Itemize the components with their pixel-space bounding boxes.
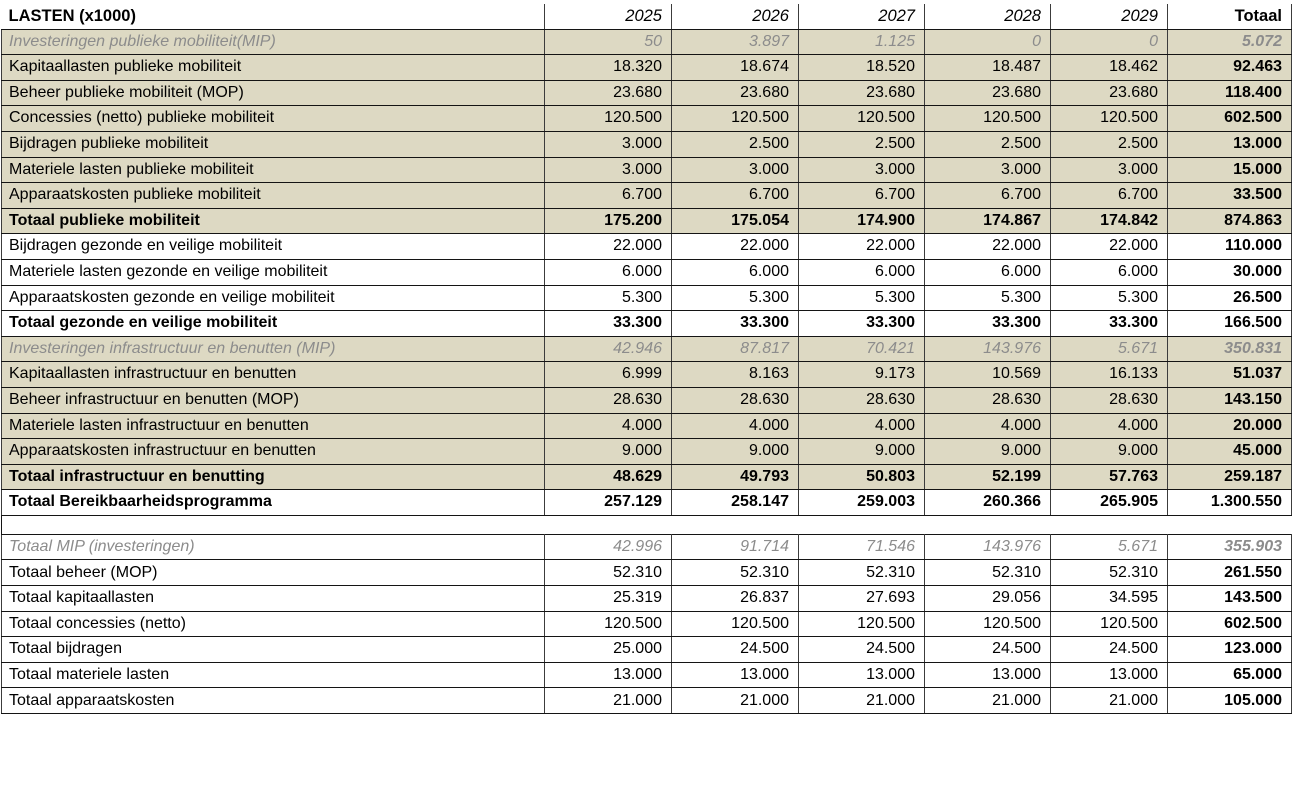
year-value-cell: 6.000: [1051, 259, 1168, 285]
lasten-table-row: [2, 413, 1292, 439]
row-total-cell: 13.000: [1168, 131, 1292, 157]
year-value-cell: 25.000: [545, 637, 672, 663]
year-value-cell: 70.421: [799, 336, 925, 362]
year-value-cell: 120.500: [925, 106, 1051, 132]
totals-table-row: [2, 560, 1292, 586]
year-value-cell: 10.569: [925, 362, 1051, 388]
year-value-cell: 23.680: [1051, 80, 1168, 106]
year-value-cell: 50.803: [799, 464, 925, 490]
year-value-cell: 143.976: [925, 534, 1051, 560]
row-total-cell: 110.000: [1168, 234, 1292, 260]
lasten-table-row: [2, 183, 1292, 209]
year-value-cell: 52.199: [925, 464, 1051, 490]
year-value-cell: 6.700: [672, 183, 799, 209]
year-value-cell: 6.000: [925, 259, 1051, 285]
year-value-cell: 13.000: [672, 662, 799, 688]
year-value-cell: 5.300: [925, 285, 1051, 311]
year-value-cell: 6.000: [672, 259, 799, 285]
year-value-cell: 22.000: [1051, 234, 1168, 260]
totals-table-row: [2, 586, 1292, 612]
year-value-cell: 6.000: [545, 259, 672, 285]
year-value-cell: 33.300: [799, 311, 925, 337]
year-value-cell: 22.000: [672, 234, 799, 260]
year-value-cell: 28.630: [1051, 387, 1168, 413]
row-total-cell: 1.300.550: [1168, 490, 1292, 516]
lasten-table-row: [2, 208, 1292, 234]
year-value-cell: 0: [925, 29, 1051, 55]
year-value-cell: 265.905: [1051, 490, 1168, 516]
row-total-cell: 65.000: [1168, 662, 1292, 688]
year-value-cell: 21.000: [925, 688, 1051, 714]
year-value-cell: 22.000: [545, 234, 672, 260]
year-value-cell: 21.000: [799, 688, 925, 714]
year-value-cell: 120.500: [925, 611, 1051, 637]
row-label: Materiele lasten gezonde en veilige mobiliteit: [2, 259, 545, 285]
year-value-cell: 4.000: [1051, 413, 1168, 439]
year-value-cell: 6.999: [545, 362, 672, 388]
year-value-cell: 4.000: [672, 413, 799, 439]
header-row: [2, 4, 1292, 29]
year-value-cell: 120.500: [545, 611, 672, 637]
row-total-cell: 355.903: [1168, 534, 1292, 560]
row-total-cell: 143.150: [1168, 387, 1292, 413]
row-label: Totaal MIP (investeringen): [2, 534, 545, 560]
year-value-cell: 9.000: [925, 439, 1051, 465]
lasten-table-row: [2, 439, 1292, 465]
year-value-cell: 5.300: [1051, 285, 1168, 311]
totals-table-row: [2, 534, 1292, 560]
year-value-cell: 25.319: [545, 586, 672, 612]
year-value-cell: 28.630: [799, 387, 925, 413]
year-value-cell: 18.674: [672, 55, 799, 81]
lasten-table-row: [2, 55, 1292, 81]
year-value-cell: 24.500: [925, 637, 1051, 663]
row-total-cell: 30.000: [1168, 259, 1292, 285]
year-value-cell: 120.500: [672, 611, 799, 637]
year-value-cell: 6.000: [799, 259, 925, 285]
year-value-cell: 175.200: [545, 208, 672, 234]
row-total-cell: 118.400: [1168, 80, 1292, 106]
year-value-cell: 18.520: [799, 55, 925, 81]
row-label: Totaal kapitaallasten: [2, 586, 545, 612]
year-value-cell: 120.500: [1051, 106, 1168, 132]
row-total-cell: 51.037: [1168, 362, 1292, 388]
year-value-cell: 33.300: [925, 311, 1051, 337]
year-value-cell: 3.000: [925, 157, 1051, 183]
row-total-cell: 123.000: [1168, 637, 1292, 663]
year-value-cell: 23.680: [545, 80, 672, 106]
year-value-cell: 18.487: [925, 55, 1051, 81]
year-value-cell: 21.000: [672, 688, 799, 714]
year-value-cell: 5.300: [672, 285, 799, 311]
year-value-cell: 9.000: [545, 439, 672, 465]
year-value-cell: 49.793: [672, 464, 799, 490]
year-value-cell: 3.000: [672, 157, 799, 183]
year-value-cell: 2.500: [672, 131, 799, 157]
column-header-year: 2025: [545, 4, 672, 29]
year-value-cell: 52.310: [925, 560, 1051, 586]
year-value-cell: 24.500: [799, 637, 925, 663]
row-label: Beheer publieke mobiliteit (MOP): [2, 80, 545, 106]
year-value-cell: 9.000: [799, 439, 925, 465]
year-value-cell: 42.946: [545, 336, 672, 362]
year-value-cell: 13.000: [799, 662, 925, 688]
year-value-cell: 257.129: [545, 490, 672, 516]
column-header-year: 2028: [925, 4, 1051, 29]
year-value-cell: 4.000: [925, 413, 1051, 439]
lasten-table-row: [2, 131, 1292, 157]
row-total-cell: 143.500: [1168, 586, 1292, 612]
row-label: Bijdragen publieke mobiliteit: [2, 131, 545, 157]
year-value-cell: 18.462: [1051, 55, 1168, 81]
year-value-cell: 5.671: [1051, 534, 1168, 560]
sheet-title: LASTEN (x1000): [2, 4, 545, 29]
year-value-cell: 143.976: [925, 336, 1051, 362]
year-value-cell: 28.630: [672, 387, 799, 413]
year-value-cell: 6.700: [799, 183, 925, 209]
row-total-cell: 26.500: [1168, 285, 1292, 311]
year-value-cell: 48.629: [545, 464, 672, 490]
row-label: Totaal infrastructuur en benutting: [2, 464, 545, 490]
lasten-table-row: [2, 464, 1292, 490]
year-value-cell: 175.054: [672, 208, 799, 234]
year-value-cell: 259.003: [799, 490, 925, 516]
year-value-cell: 21.000: [545, 688, 672, 714]
year-value-cell: 27.693: [799, 586, 925, 612]
year-value-cell: 258.147: [672, 490, 799, 516]
totals-table-row: [2, 688, 1292, 714]
year-value-cell: 1.125: [799, 29, 925, 55]
row-label: Apparaatskosten gezonde en veilige mobiliteit: [2, 285, 545, 311]
year-value-cell: 13.000: [545, 662, 672, 688]
year-value-cell: 174.900: [799, 208, 925, 234]
year-value-cell: 120.500: [672, 106, 799, 132]
year-value-cell: 22.000: [799, 234, 925, 260]
row-label: Kapitaallasten publieke mobiliteit: [2, 55, 545, 81]
row-label: Investeringen publieke mobiliteit(MIP): [2, 29, 545, 55]
year-value-cell: 2.500: [799, 131, 925, 157]
row-label: Totaal materiele lasten: [2, 662, 545, 688]
year-value-cell: 120.500: [799, 106, 925, 132]
lasten-main-table: [1, 4, 1292, 516]
totals-table-row: [2, 662, 1292, 688]
lasten-table-row: [2, 29, 1292, 55]
year-value-cell: 87.817: [672, 336, 799, 362]
row-total-cell: 105.000: [1168, 688, 1292, 714]
year-value-cell: 174.867: [925, 208, 1051, 234]
year-value-cell: 91.714: [672, 534, 799, 560]
row-label: Bijdragen gezonde en veilige mobiliteit: [2, 234, 545, 260]
row-total-cell: 5.072: [1168, 29, 1292, 55]
year-value-cell: 21.000: [1051, 688, 1168, 714]
spacer-row: [1, 516, 1292, 534]
row-label: Concessies (netto) publieke mobiliteit: [2, 106, 545, 132]
row-label: Totaal concessies (netto): [2, 611, 545, 637]
year-value-cell: 33.300: [545, 311, 672, 337]
year-value-cell: 13.000: [925, 662, 1051, 688]
year-value-cell: 120.500: [799, 611, 925, 637]
year-value-cell: 3.000: [1051, 157, 1168, 183]
row-total-cell: 166.500: [1168, 311, 1292, 337]
year-value-cell: 5.300: [545, 285, 672, 311]
year-value-cell: 3.897: [672, 29, 799, 55]
lasten-table-row: [2, 362, 1292, 388]
year-value-cell: 3.000: [799, 157, 925, 183]
row-label: Totaal Bereikbaarheidsprogramma: [2, 490, 545, 516]
year-value-cell: 120.500: [545, 106, 672, 132]
row-total-cell: 45.000: [1168, 439, 1292, 465]
lasten-table-row: [2, 157, 1292, 183]
year-value-cell: 23.680: [799, 80, 925, 106]
row-total-cell: 602.500: [1168, 106, 1292, 132]
year-value-cell: 50: [545, 29, 672, 55]
year-value-cell: 24.500: [672, 637, 799, 663]
row-total-cell: 15.000: [1168, 157, 1292, 183]
year-value-cell: 52.310: [799, 560, 925, 586]
year-value-cell: 5.300: [799, 285, 925, 311]
year-value-cell: 18.320: [545, 55, 672, 81]
year-value-cell: 6.700: [925, 183, 1051, 209]
year-value-cell: 5.671: [1051, 336, 1168, 362]
row-label: Materiele lasten publieke mobiliteit: [2, 157, 545, 183]
year-value-cell: 4.000: [545, 413, 672, 439]
lasten-table-row: [2, 490, 1292, 516]
row-total-cell: 259.187: [1168, 464, 1292, 490]
year-value-cell: 9.000: [1051, 439, 1168, 465]
year-value-cell: 9.000: [672, 439, 799, 465]
row-label: Totaal publieke mobiliteit: [2, 208, 545, 234]
row-total-cell: 20.000: [1168, 413, 1292, 439]
year-value-cell: 16.133: [1051, 362, 1168, 388]
row-label: Apparaatskosten publieke mobiliteit: [2, 183, 545, 209]
row-total-cell: 33.500: [1168, 183, 1292, 209]
row-label: Apparaatskosten infrastructuur en benutten: [2, 439, 545, 465]
year-value-cell: 6.700: [1051, 183, 1168, 209]
row-label: Kapitaallasten infrastructuur en benutten: [2, 362, 545, 388]
year-value-cell: 28.630: [545, 387, 672, 413]
year-value-cell: 0: [1051, 29, 1168, 55]
year-value-cell: 23.680: [925, 80, 1051, 106]
row-label: Totaal gezonde en veilige mobiliteit: [2, 311, 545, 337]
year-value-cell: 52.310: [545, 560, 672, 586]
column-header-year: 2026: [672, 4, 799, 29]
lasten-table-row: [2, 387, 1292, 413]
year-value-cell: 24.500: [1051, 637, 1168, 663]
year-value-cell: 260.366: [925, 490, 1051, 516]
year-value-cell: 2.500: [1051, 131, 1168, 157]
year-value-cell: 52.310: [1051, 560, 1168, 586]
year-value-cell: 26.837: [672, 586, 799, 612]
totals-table-row: [2, 637, 1292, 663]
year-value-cell: 42.996: [545, 534, 672, 560]
year-value-cell: 8.163: [672, 362, 799, 388]
column-header-year: 2029: [1051, 4, 1168, 29]
row-label: Totaal beheer (MOP): [2, 560, 545, 586]
lasten-table-row: [2, 285, 1292, 311]
year-value-cell: 6.700: [545, 183, 672, 209]
year-value-cell: 34.595: [1051, 586, 1168, 612]
row-total-cell: 602.500: [1168, 611, 1292, 637]
lasten-table-row: [2, 80, 1292, 106]
year-value-cell: 3.000: [545, 131, 672, 157]
row-label: Totaal bijdragen: [2, 637, 545, 663]
column-header-total: Totaal: [1168, 4, 1292, 29]
year-value-cell: 13.000: [1051, 662, 1168, 688]
year-value-cell: 28.630: [925, 387, 1051, 413]
year-value-cell: 174.842: [1051, 208, 1168, 234]
year-value-cell: 2.500: [925, 131, 1051, 157]
row-total-cell: 261.550: [1168, 560, 1292, 586]
lasten-table-row: [2, 336, 1292, 362]
row-label: Investeringen infrastructuur en benutten (MIP): [2, 336, 545, 362]
column-header-year: 2027: [799, 4, 925, 29]
year-value-cell: 52.310: [672, 560, 799, 586]
row-total-cell: 350.831: [1168, 336, 1292, 362]
totals-summary-table: [1, 534, 1292, 714]
year-value-cell: 9.173: [799, 362, 925, 388]
year-value-cell: 57.763: [1051, 464, 1168, 490]
lasten-table-row: [2, 106, 1292, 132]
year-value-cell: 33.300: [672, 311, 799, 337]
lasten-table-row: [2, 311, 1292, 337]
lasten-table-row: [2, 259, 1292, 285]
year-value-cell: 22.000: [925, 234, 1051, 260]
row-label: Totaal apparaatskosten: [2, 688, 545, 714]
year-value-cell: 33.300: [1051, 311, 1168, 337]
year-value-cell: 120.500: [1051, 611, 1168, 637]
year-value-cell: 4.000: [799, 413, 925, 439]
row-total-cell: 874.863: [1168, 208, 1292, 234]
row-total-cell: 92.463: [1168, 55, 1292, 81]
year-value-cell: 3.000: [545, 157, 672, 183]
lasten-table-row: [2, 234, 1292, 260]
year-value-cell: 29.056: [925, 586, 1051, 612]
row-label: Materiele lasten infrastructuur en benutten: [2, 413, 545, 439]
row-label: Beheer infrastructuur en benutten (MOP): [2, 387, 545, 413]
year-value-cell: 71.546: [799, 534, 925, 560]
year-value-cell: 23.680: [672, 80, 799, 106]
totals-table-row: [2, 611, 1292, 637]
